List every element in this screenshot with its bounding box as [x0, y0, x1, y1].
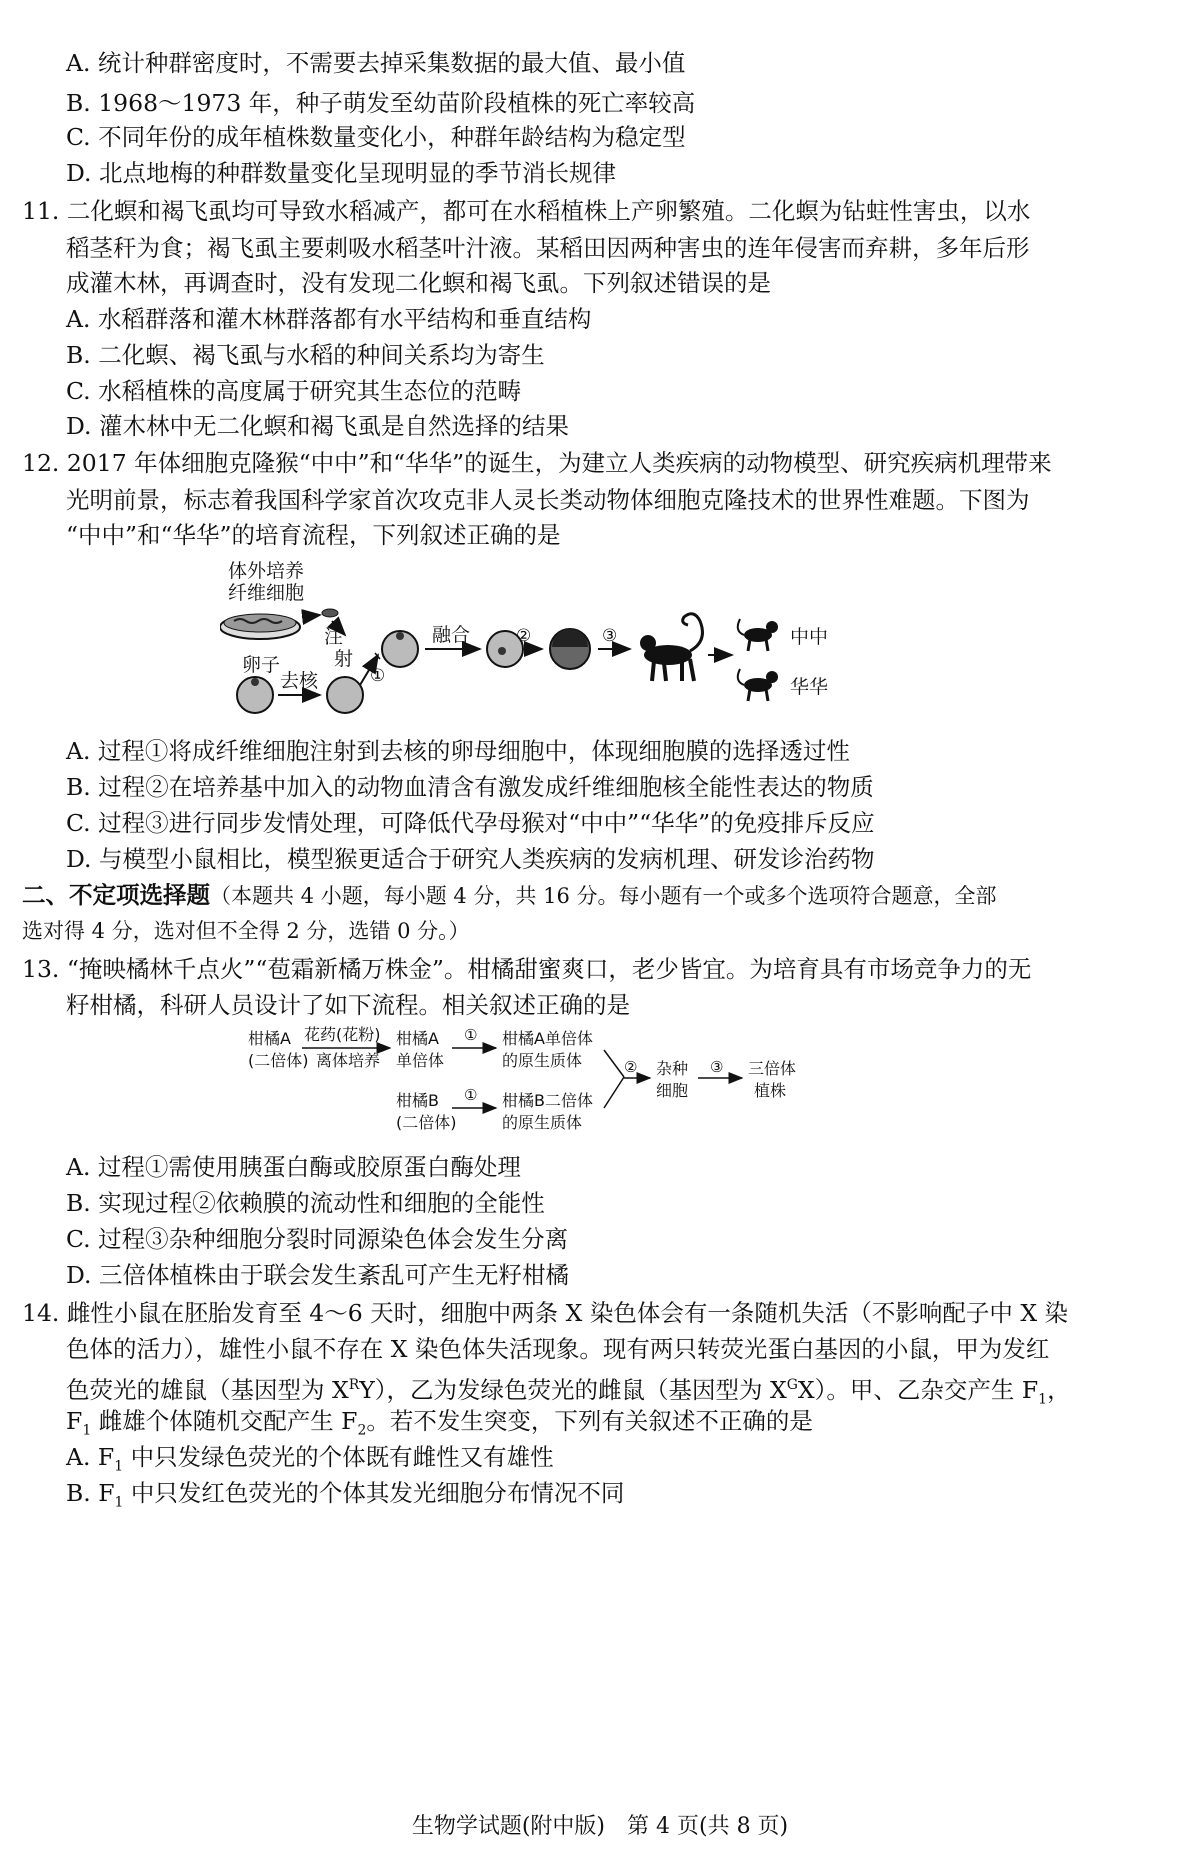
- citrus-a-haploid-2: 单倍体: [396, 1051, 445, 1070]
- q13-option-b: B. 实现过程②依赖膜的流动性和细胞的全能性: [66, 1189, 545, 1217]
- citrus-a-type: (二倍体): [248, 1051, 309, 1070]
- citrus-a-proto-1: 柑橘A单倍体: [502, 1029, 593, 1048]
- monkey-huahua-label: 华华: [790, 676, 829, 698]
- q10-option-b: B. 1968～1973 年，种子萌发至幼苗阶段植株的死亡率较高: [66, 89, 696, 117]
- surrogate-monkey-icon: [640, 614, 702, 681]
- egg-label: 卵子: [242, 654, 281, 676]
- q11-option-d: D. 灌木林中无二化螟和褐飞虱是自然选择的结果: [66, 412, 569, 440]
- q12-option-c: C. 过程③进行同步发情处理，可降低代孕母猴对“中中”“华华”的免疫排斥反应: [66, 809, 875, 837]
- citrus-a-label: 柑橘A: [248, 1029, 291, 1048]
- citrus-b-proto-2: 的原生质体: [502, 1113, 583, 1132]
- fibroblast-icon: [322, 609, 338, 617]
- q12-stem-line-2: 光明前景，标志着我国科学家首次攻克非人灵长类动物体细胞克隆技术的世界性难题。下图为: [66, 486, 1030, 514]
- citrus-a-proto-2: 的原生质体: [502, 1051, 583, 1070]
- culture-dish-icon: [220, 614, 300, 639]
- q10-option-d: D. 北点地梅的种群数量变化呈现明显的季节消长规律: [66, 159, 616, 187]
- culture-label-2: 纤维细胞: [228, 582, 305, 604]
- inject-label-2: 射: [334, 648, 354, 670]
- inject-label-1: 注: [324, 626, 344, 648]
- hybrid-cell-1: 杂种: [656, 1059, 689, 1078]
- enucleated-egg-icon: [327, 677, 363, 713]
- section-2-title: 二、不定项选择题: [22, 881, 210, 909]
- q14-stem-line-4: $F_1$ 雌雄个体随机交配产生 $F_2$。若不发生突变，下列有关叙述不正确的是: [66, 1407, 813, 1439]
- citrus-a-haploid-1: 柑橘A: [396, 1029, 439, 1048]
- section-2-desc-1: （本题共 4 小题，每小题 4 分，共 16 分。每小题有一个或多个选项符合题意，全部: [210, 884, 997, 908]
- step-1-label: ①: [370, 666, 386, 686]
- q13-stem-line-1: 13. “掩映橘林千点火”“苞霜新橘万株金”。柑橘甜蜜爽口，老少皆宜。为培育具有市场竞争力的无: [22, 955, 1032, 983]
- step-2-label-citrus: ②: [624, 1058, 638, 1076]
- citrus-b-label: 柑橘B: [396, 1091, 439, 1110]
- q13-option-c: C. 过程③杂种细胞分裂时同源染色体会发生分离: [66, 1225, 569, 1253]
- triploid-plant-1: 三倍体: [748, 1059, 797, 1078]
- q12-option-b: B. 过程②在培养基中加入的动物血清含有激发成纤维细胞核全能性表达的物质: [66, 773, 874, 801]
- hybrid-cell-2: 细胞: [656, 1081, 689, 1100]
- q11-option-a: A. 水稻群落和灌木林群落都有水平结构和垂直结构: [66, 305, 592, 333]
- q10-option-a: A. 统计种群密度时，不需要去掉采集数据的最大值、最小值: [66, 49, 686, 77]
- q13-option-d: D. 三倍体植株由于联会发生紊乱可产生无籽柑橘: [66, 1261, 569, 1289]
- q11-option-c: C. 水稻植株的高度属于研究其生态位的范畴: [66, 377, 522, 405]
- culture-label: 离体培养: [316, 1051, 381, 1070]
- q11-option-b: B. 二化螟、褐飞虱与水稻的种间关系均为寄生: [66, 341, 545, 369]
- step-3-label-citrus: ③: [710, 1058, 724, 1076]
- offspring-monkey-2-icon: [738, 669, 778, 701]
- step-2-label: ②: [516, 626, 532, 646]
- cloning-flow-diagram: [220, 555, 860, 725]
- q13-stem-line-2: 籽柑橘，科研人员设计了如下流程。相关叙述正确的是: [66, 991, 630, 1019]
- triploid-plant-2: 植株: [754, 1081, 787, 1100]
- fusion-label: 融合: [432, 624, 471, 646]
- q11-stem-line-3: 成灌木林，再调查时，没有发现二化螟和褐飞虱。下列叙述错误的是: [66, 269, 771, 297]
- q14-option-a: A. $F_1$ 中只发绿色荧光的个体既有雌性又有雄性: [66, 1443, 554, 1475]
- q12-stem-line-3: “中中”和“华华”的培育流程，下列叙述正确的是: [66, 521, 561, 549]
- q14-option-b: B. $F_1$ 中只发红色荧光的个体其发光细胞分布情况不同: [66, 1479, 625, 1511]
- offspring-monkey-1-icon: [738, 619, 778, 651]
- q14-stem-line-3: 色荧光的雄鼠（基因型为 $X^RY$），乙为发绿色荧光的雌鼠（基因型为 $X^GX$）。甲、乙杂交产生 $F_1$，: [66, 1375, 1071, 1408]
- step-3-label: ③: [602, 626, 618, 646]
- culture-label-1: 体外培养: [228, 560, 305, 582]
- monkey-zhongzhong-label: 中中: [790, 626, 829, 648]
- q14-stem-line-1: 14. 雌性小鼠在胚胎发育至 4～6 天时，细胞中两条 X 染色体会有一条随机失活（不影响配子中 X 染: [22, 1299, 1069, 1327]
- q11-stem-line-1: 11. 二化螟和褐飞虱均可导致水稻减产，都可在水稻植株上产卵繁殖。二化螟为钻蛀性害虫，以水: [22, 197, 1031, 225]
- citrus-b-proto-1: 柑橘B二倍体: [502, 1091, 593, 1110]
- anther-label: 花药(花粉): [304, 1025, 381, 1044]
- section-2-desc-2: 选对得 4 分，选对但不全得 2 分，选错 0 分。）: [22, 919, 470, 943]
- enucleate-label: 去核: [280, 670, 319, 692]
- q12-option-a: A. 过程①将成纤维细胞注射到去核的卵母细胞中，体现细胞膜的选择透过性: [66, 737, 850, 765]
- q12-option-d: D. 与模型小鼠相比，模型猴更适合于研究人类疾病的发病机理、研发诊治药物: [66, 845, 875, 873]
- citrus-flow-diagram: [240, 1022, 820, 1142]
- step-1b-label: ①: [464, 1086, 478, 1104]
- q11-stem-line-2: 稻茎秆为食；褐飞虱主要刺吸水稻茎叶汁液。某稻田因两种害虫的连年侵害而弃耕，多年后形: [66, 234, 1030, 262]
- step-1a-label: ①: [464, 1026, 478, 1044]
- q12-stem-line-1: 12. 2017 年体细胞克隆猴“中中”和“华华”的诞生，为建立人类疾病的动物模型、研究疾病机理带来: [22, 449, 1052, 477]
- q14-stem-line-2: 色体的活力），雄性小鼠不存在 X 染色体失活现象。现有两只转荧光蛋白基因的小鼠，甲为发红: [66, 1335, 1050, 1363]
- section-2-header: [22, 880, 997, 911]
- citrus-b-type: (二倍体): [396, 1113, 457, 1132]
- page-footer: 生物学试题(附中版) 第 4 页(共 8 页): [411, 1814, 789, 1839]
- q10-option-c: C. 不同年份的成年植株数量变化小，种群年龄结构为稳定型: [66, 123, 686, 151]
- q13-option-a: A. 过程①需使用胰蛋白酶或胶原蛋白酶处理: [66, 1153, 521, 1181]
